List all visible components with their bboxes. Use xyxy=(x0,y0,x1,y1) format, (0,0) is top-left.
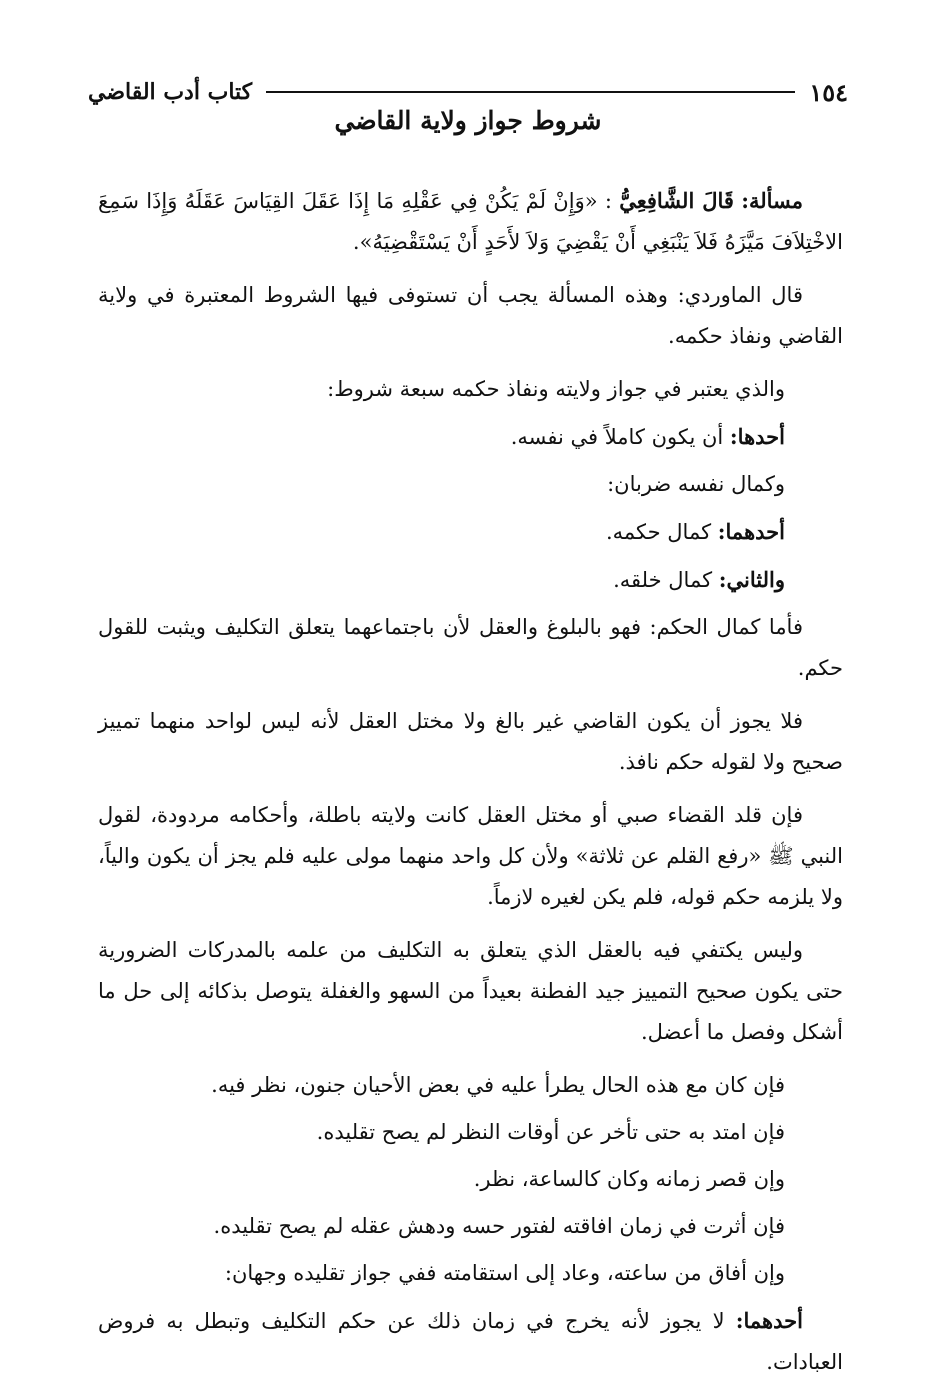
chapter-title: شروط جواز ولاية القاضي xyxy=(334,106,602,135)
issue-label: مسألة: xyxy=(741,188,803,213)
paragraph-first-condition xyxy=(98,416,843,458)
paragraph-short: وإن قصر زمانه وكان كالساعة، نظر. xyxy=(473,1167,785,1191)
paragraph-judgment: فأما كمال الحكم: فهو بالبلوغ والعقل لأن باجتماعهما يتعلق التكليف ويثبت للقول حكم. xyxy=(98,615,843,680)
paragraph-madness: فإن كان مع هذه الحال يطرأ عليه في بعض الأحيان جنون، نظر فيه. xyxy=(211,1073,785,1097)
first-view-label: أحدهما: xyxy=(735,1308,803,1333)
paragraph-affected: فإن أثرت في زمان افاقته لفتور حسه ودهش عقله لم يصح تقليده. xyxy=(213,1214,785,1238)
paragraph-seven-conditions: والذي يعتبر في جواز ولايته ونفاذ حكمه سبعة شروط: xyxy=(327,377,785,401)
page-body xyxy=(98,180,843,1395)
type-one-label: أحدهما: xyxy=(717,519,785,544)
paragraph-not-allowed: فلا يجوز أن يكون القاضي غير بالغ ولا مختل العقل لأنه ليس لواحد منهما تمييز صحيح ولا لقوله حكم نافذ. xyxy=(98,709,843,774)
book-title: كتاب أدب القاضي xyxy=(88,79,253,105)
first-label: أحدها: xyxy=(729,424,785,449)
paragraph-two-types: وكمال نفسه ضربان: xyxy=(607,472,785,496)
paragraph-extended: فإن امتد به حتى تأخر عن أوقات النظر لم يصح تقليده. xyxy=(316,1120,785,1144)
type-one-text: كمال حكمه. xyxy=(605,520,712,544)
header-rule xyxy=(266,91,795,93)
type-two-label: والثاني: xyxy=(718,567,785,592)
paragraph-mawardi: قال الماوردي: وهذه المسألة يجب أن تستوفى فيها الشروط المعتبرة في ولاية القاضي ونفاذ حكمه. xyxy=(98,283,843,348)
paragraph-recovered: وإن أفاق من ساعته، وعاد إلى استقامته ففي جواز تقليده وجهان: xyxy=(224,1261,785,1285)
type-two-text: كمال خلقه. xyxy=(613,568,713,592)
paragraph-intellect: وليس يكتفي فيه بالعقل الذي يتعلق به التكليف من علمه بالمدركات الضرورية حتى يكون صحيح التمييز جيد الفطنة بعيداً من السهو والغفلة يتوصل بذكائه إلى حل ما أشكل وفصل ما أعضل. xyxy=(98,938,843,1044)
paragraph-type-one xyxy=(98,511,843,553)
paragraph-first-view xyxy=(98,1300,843,1383)
issue-speaker: قَالَ الشَّافِعِيُّ xyxy=(619,188,734,213)
first-text: أن يكون كاملاً في نفسه. xyxy=(510,425,724,449)
paragraph-issue xyxy=(98,180,843,263)
issue-quote: : «وَإِنْ لَمْ يَكُنْ فِي عَقْلِهِ مَا إِذَا عَقَلَ القِيَاسَ عَقَلَهُ وَإِذَا سَمِعَ الاخْتِلاَفَ مَيَّزَهُ فَلاَ يَنْبَغِي أَنْ يَقْضِيَ وَلاَ لأَحَدٍ أَنْ يَسْتَقْضِيَهُ». xyxy=(98,189,843,254)
paragraph-invalid-appointment: فإن قلد القضاء صبي أو مختل العقل كانت ولايته باطلة، وأحكامه مردودة، لقول النبي ﷺ «رفع القلم عن ثلاثة» ولأن كل واحد منهما مولى عليه فلم يجز أن يكون والياً، ولا يلزمه حكم قوله، فلم يكن لغيره لازماً. xyxy=(98,803,843,909)
paragraph-type-two xyxy=(98,559,843,601)
page-number: ١٥٤ xyxy=(809,77,848,107)
first-view-text: لا يجوز لأنه يخرج في زمان ذلك عن حكم التكليف وتبطل به فروض العبادات. xyxy=(98,1309,843,1374)
